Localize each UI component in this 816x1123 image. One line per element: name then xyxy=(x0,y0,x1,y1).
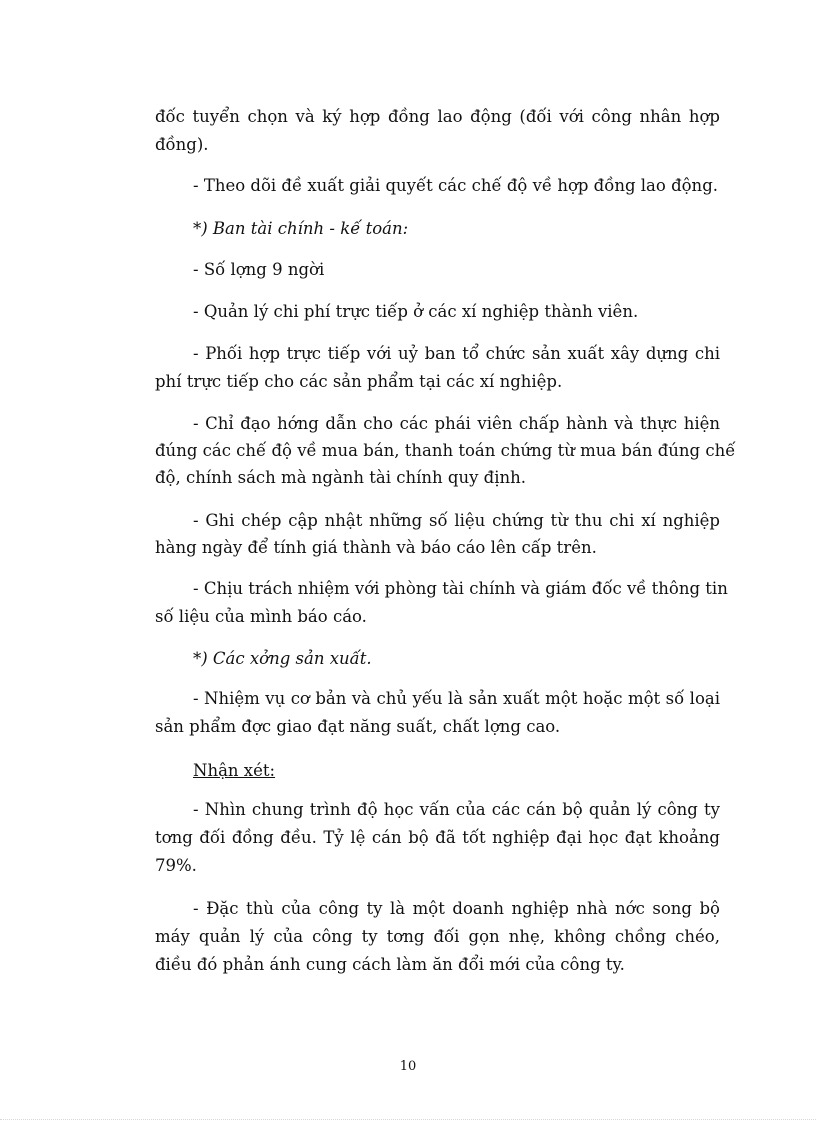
paragraph-line: - Phối hợp trực tiếp với uỷ ban tổ chức sản xuất xây dựng chi xyxy=(193,344,720,363)
paragraph-line: độ, chính sách mà ngành tài chính quy định. xyxy=(155,468,527,487)
paragraph-line: - Nhìn chung trình độ học vấn của các cán bộ quản lý công ty xyxy=(193,800,720,819)
paragraph-line: - Số lợng 9 ngời xyxy=(193,260,325,279)
paragraph-line: - Chỉ đạo hớng dẫn cho các phái viên chấp hành và thực hiện xyxy=(193,414,720,433)
paragraph-line: 79%. xyxy=(155,856,197,875)
section-heading: *) Các xởng sản xuất. xyxy=(193,649,372,668)
section-heading: *) Ban tài chính - kế toán: xyxy=(193,219,409,238)
paragraph-line: đồng). xyxy=(155,135,209,154)
paragraph-line: số liệu của mình báo cáo. xyxy=(155,607,367,626)
paragraph-line: đốc tuyển chọn và ký hợp đồng lao động (đối với công nhân hợp xyxy=(155,107,720,126)
paragraph-line: máy quản lý của công ty tơng đối gọn nhẹ, không chồng chéo, xyxy=(155,927,720,946)
paragraph-line: hàng ngày để tính giá thành và báo cáo lên cấp trên. xyxy=(155,538,597,557)
paragraph-line: phí trực tiếp cho các sản phẩm tại các xí nghiệp. xyxy=(155,372,563,391)
paragraph-line: tơng đối đồng đều. Tỷ lệ cán bộ đã tốt nghiệp đại học đạt khoảng xyxy=(155,828,720,847)
remarks-heading: Nhận xét: xyxy=(193,761,276,780)
paragraph-line: - Theo dõi đề xuất giải quyết các chế độ về hợp đồng lao động. xyxy=(193,176,718,195)
paragraph-line: - Nhiệm vụ cơ bản và chủ yếu là sản xuất một hoặc một số loại xyxy=(193,689,720,708)
paragraph-line: - Quản lý chi phí trực tiếp ở các xí nghiệp thành viên. xyxy=(193,302,639,321)
paragraph-line: điều đó phản ánh cung cách làm ăn đổi mới của công ty. xyxy=(155,955,625,974)
page-number: 10 xyxy=(399,1059,417,1074)
page-bottom-divider xyxy=(0,1119,816,1120)
paragraph-line: đúng các chế độ về mua bán, thanh toán chứng từ mua bán đúng chế xyxy=(155,441,736,460)
paragraph-line: - Chịu trách nhiệm với phòng tài chính và giám đốc về thông tin xyxy=(193,579,728,598)
paragraph-line: - Đặc thù của công ty là một doanh nghiệp nhà nớc song bộ xyxy=(193,899,720,918)
paragraph-line: - Ghi chép cập nhật những số liệu chứng từ thu chi xí nghiệp xyxy=(193,511,720,530)
paragraph-line: sản phẩm đợc giao đạt năng suất, chất lợng cao. xyxy=(155,717,561,736)
